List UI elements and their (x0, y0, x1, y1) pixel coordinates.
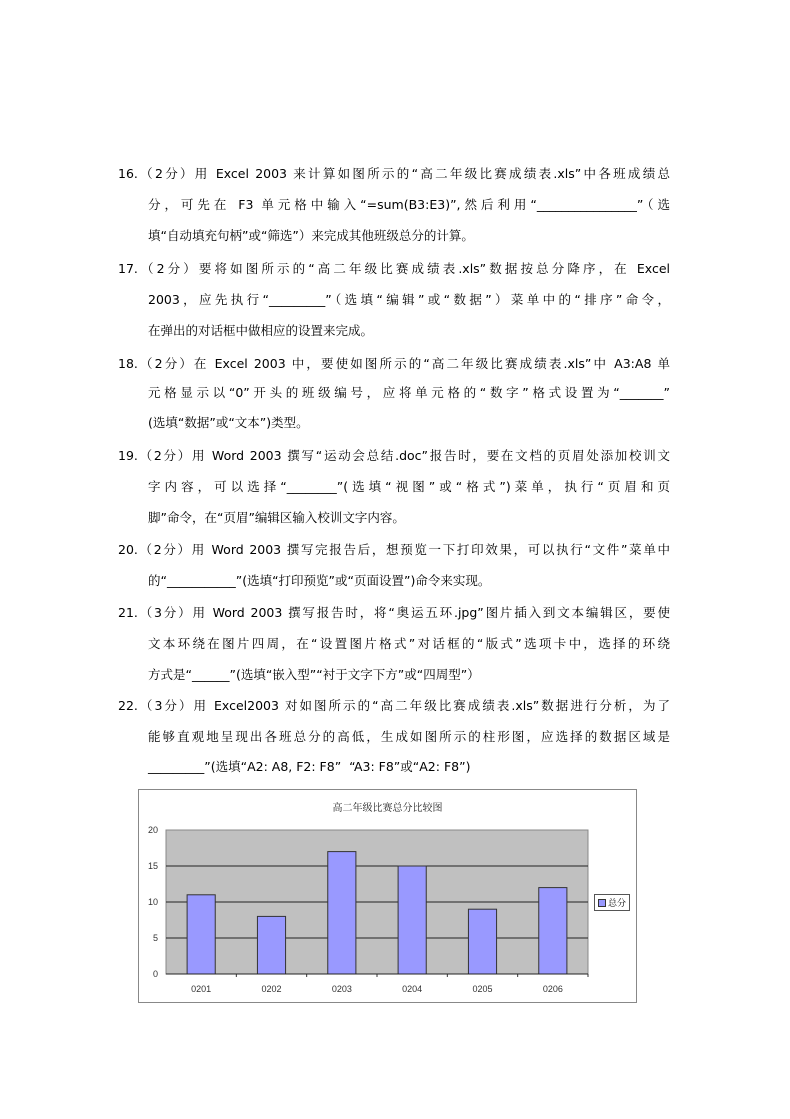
question-20-line: 20.（2分）用 Word 2003 撰写完报告后，想预览一下打印效果，可以执行“文件”菜单中 (118, 542, 670, 557)
bar-0201 (187, 895, 215, 974)
question-17-line: 17.（2分）要将如图所示的“高二年级比赛成绩表.xls”数据按总分降序，在 Excel (118, 261, 670, 276)
x-tick-label: 0202 (261, 984, 282, 994)
question-18-line: (选填“数据”或“文本”)类型。 (148, 415, 309, 430)
question-16-line: 填“自动填充句柄”或“筛选”）来完成其他班级总分的计算。 (148, 228, 474, 243)
question-20-line: 的“___________”(选填“打印预览”或“页面设置”)命令来实现。 (148, 573, 491, 588)
legend (594, 894, 630, 911)
x-tick-label: 0204 (402, 984, 423, 994)
bar-0206 (539, 888, 567, 974)
x-tick-label: 0203 (331, 984, 352, 994)
question-18-line: 元格显示以“0”开头的班级编号，应将单元格的“数字”格式设置为“_______” (148, 385, 670, 400)
question-18-line: 18.（2分）在 Excel 2003 中，要使如图所示的“高二年级比赛成绩表.xls”中 A3:A8 单 (118, 356, 670, 371)
x-tick-label: 0201 (191, 984, 212, 994)
bar-0204 (398, 866, 426, 974)
legend-label: 总分 (608, 898, 627, 908)
question-22-line: 22.（3分）用 Excel2003 对如图所示的“高二年级比赛成绩表.xls”数据进行分析，为了 (118, 698, 670, 713)
bar-chart (138, 789, 637, 1003)
question-21-line: 21.（3分）用 Word 2003 撰写报告时，将“奥运五环.jpg”图片插入到文本编辑区，要使 (118, 605, 670, 620)
bar-0203 (328, 852, 356, 974)
y-tick-label: 20 (147, 825, 158, 835)
question-21-line: 文本环绕在图片四周，在“设置图片格式”对话框的“版式”选项卡中，选择的环绕 (148, 636, 670, 651)
x-tick-label: 0206 (542, 984, 563, 994)
y-tick-label: 15 (147, 861, 158, 871)
y-tick-label: 10 (147, 897, 158, 907)
question-19-line: 字内容，可以选择“________”(选填“视图”或“格式”)菜单，执行“页眉和页 (148, 479, 670, 494)
y-tick-label: 5 (152, 933, 158, 943)
question-19-line: 脚”命令，在“页眉”编辑区输入校训文字内容。 (148, 510, 405, 525)
question-19-line: 19.（2分）用 Word 2003 撰写“运动会总结.doc”报告时，要在文档的页眉处添加校训文 (118, 448, 670, 463)
y-tick-label: 0 (152, 969, 158, 979)
question-17-line: 2003，应先执行“_________”（选填“编辑”或“数据”）菜单中的“排序”命令， (148, 292, 670, 307)
bar-0202 (257, 916, 285, 974)
chart-title: 高二年级比赛总分比较图 (332, 803, 443, 814)
question-22-line: _________”(选填“A2: A8, F2: F8” “A3: F8”或“A2: F8”) (148, 759, 471, 774)
question-16-line: 16.（2分）用 Excel 2003 来计算如图所示的“高二年级比赛成绩表.xls”中各班成绩总 (118, 166, 670, 181)
question-21-line: 方式是“______”(选填“嵌入型”“衬于文字下方”或“四周型”） (148, 667, 480, 682)
bar-0205 (468, 909, 496, 974)
question-16-line: 分，可先在 F3 单元格中输入“=sum(B3:E3)”,然后利用“________________”（选 (148, 197, 670, 212)
x-tick-label: 0205 (472, 984, 493, 994)
question-17-line: 在弹出的对话框中做相应的设置来完成。 (148, 323, 374, 338)
legend-swatch (598, 899, 606, 907)
chart-plot (139, 790, 636, 1002)
question-22-line: 能够直观地呈现出各班总分的高低，生成如图所示的柱形图，应选择的数据区域是 (148, 729, 670, 744)
